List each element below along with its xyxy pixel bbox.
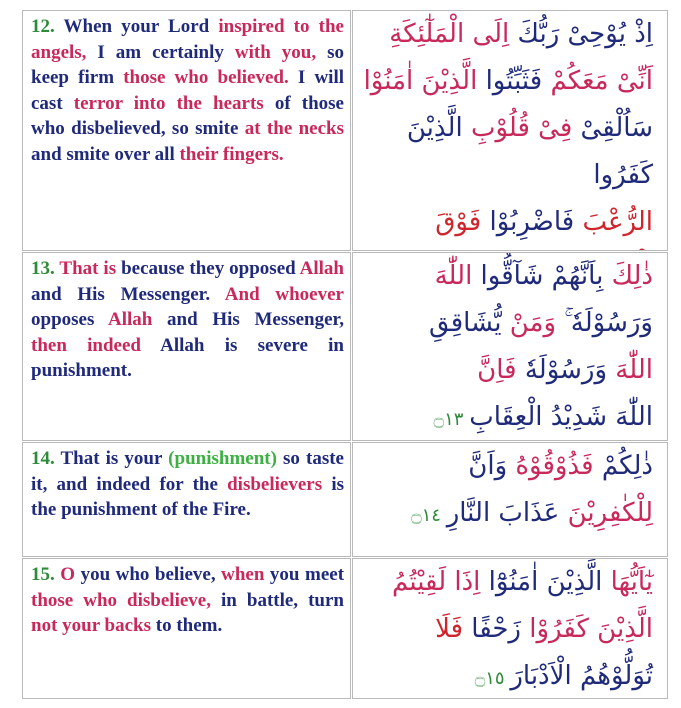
arabic-line [361, 253, 653, 300]
arabic-line [361, 105, 653, 199]
arabic-segment: اِذَا لَقِيْتُمُ [392, 567, 481, 597]
arabic-segment: تُوَلُّوْهُمُ الْاَدْبَارَ [510, 661, 653, 691]
english-segment: 15. [31, 564, 61, 585]
arabic-segment: اللّٰهَ [434, 261, 473, 291]
arabic-segment: اللّٰهَ [607, 355, 653, 385]
arabic-segment: اَنِّىْ مَعَكُمْ [542, 66, 653, 96]
english-segment: Allah [107, 309, 168, 331]
english-segment: with you, [234, 41, 328, 63]
arabic-segment: يٰٓاَيُّهَا [602, 567, 653, 597]
english-segment: not your backs [31, 615, 156, 637]
arabic-segment: بِاَنَّهُمْ شَآقُّوا [472, 261, 604, 291]
arabic-segment: الَّذِيْنَ كَفَرُوا [406, 113, 653, 190]
arabic-segment: اِذْ يُوْحِىْ رَبُّكَ [509, 19, 653, 49]
english-segment: you who believe, [80, 564, 222, 585]
arabic-segment: فَاِنَّ [477, 355, 517, 385]
english-segment: and smite over all [31, 143, 180, 165]
english-segment: Allah is severe in punishment. [31, 334, 344, 382]
english-segment: because they opposed [121, 258, 300, 279]
arabic-line [361, 653, 653, 699]
english-segment: to them. [155, 615, 223, 637]
english-segment: their fingers. [179, 143, 284, 165]
english-segment: of those who disbelieved, so smite [31, 92, 344, 140]
english-segment: disbelievers [227, 473, 332, 495]
arabic-line [361, 490, 653, 539]
arabic-line [361, 559, 653, 606]
verse-13-arabic [352, 252, 668, 441]
arabic-line [361, 199, 653, 251]
english-segment: I am certainly [97, 41, 235, 63]
english-segment: I will cast [31, 67, 345, 114]
arabic-segment: ذٰلِكُمْ [593, 451, 653, 481]
english-segment: 13. [31, 258, 60, 279]
english-segment: 14. [31, 448, 61, 469]
english-segment: Allah [299, 258, 344, 279]
arabic-segment: لِلْكٰفِرِيْنَ [559, 498, 653, 528]
arabic-segment: اللّٰهَ شَدِيْدُ الْعِقَابِ [469, 402, 653, 432]
verse-12-english [22, 10, 351, 251]
arabic-segment: فِىْ قُلُوْبِ [462, 113, 573, 143]
english-segment: when [221, 564, 270, 585]
verse-12-arabic [352, 10, 668, 251]
arabic-segment: فَلَا [435, 614, 464, 644]
arabic-segment: وَاَنَّ [468, 451, 508, 481]
english-segment: And whoever [224, 283, 344, 305]
verse-15-english [22, 558, 351, 699]
arabic-segment: سَاُلْقِىْ [572, 113, 653, 143]
english-segment: (punishment) [168, 448, 284, 469]
english-segment: you meet [269, 564, 345, 585]
arabic-segment: فَاضْرِبُوْا [481, 207, 575, 237]
verse-end-marker: ۝١٥ [474, 668, 511, 689]
arabic-line [361, 606, 653, 653]
arabic-line [361, 443, 653, 490]
english-segment: That is your [60, 448, 169, 469]
arabic-segment: اِلَى الْمَلٰٓئِكَةِ [389, 19, 510, 49]
arabic-segment: فَثَبِّتُوا [477, 66, 543, 96]
arabic-segment: فَذُوْقُوْهُ [507, 451, 594, 481]
arabic-segment: عَذَابَ النَّارِ [446, 498, 560, 528]
english-segment: those who believed. [123, 67, 298, 89]
english-segment: When your Lord [63, 16, 219, 37]
verse-table [22, 10, 669, 700]
arabic-segment: يُّشَاقِقِ [429, 308, 502, 338]
arabic-segment: ذٰلِكَ [603, 261, 653, 291]
english-segment: at the necks [244, 118, 344, 140]
english-segment: inspired to the angels, [31, 16, 344, 63]
arabic-line [361, 58, 653, 105]
english-segment: so taste it, and indeed for the [31, 448, 344, 495]
arabic-line [361, 347, 653, 394]
english-segment: terror into the hearts [73, 92, 275, 114]
arabic-line [361, 394, 653, 441]
english-segment: O [60, 564, 81, 585]
arabic-segment: وَرَسُوْلَهٗ [516, 355, 608, 385]
english-segment: in battle, turn [221, 589, 344, 611]
english-segment: then indeed [31, 334, 161, 356]
arabic-segment: زَحْفًا [463, 614, 521, 644]
arabic-line [361, 300, 653, 347]
english-segment: opposes [31, 309, 108, 331]
english-segment: That is [59, 258, 122, 279]
verse-14-arabic [352, 442, 668, 557]
arabic-segment: وَمَنْ [501, 308, 557, 338]
verse-14-english [22, 442, 351, 557]
arabic-segment: وَرَسُوْلَهٗ ۚ [556, 308, 653, 338]
english-segment: 12. [31, 16, 64, 37]
arabic-segment: الرُّعْبَ [574, 207, 653, 237]
arabic-segment: الَّذِيْنَ كَفَرُوْا [520, 614, 653, 644]
verse-13-english [22, 252, 351, 441]
arabic-segment: فَوْقَ [435, 207, 482, 237]
verse-end-marker: ۝١٣ [433, 409, 470, 430]
english-segment: so keep firm [31, 41, 344, 89]
english-segment: and His Messenger. [31, 283, 225, 305]
verse-end-marker: ۝١٤ [411, 505, 447, 526]
arabic-segment: الَّذِيْنَ اٰمَنُوْا [363, 66, 478, 96]
arabic-segment: الَّذِيْنَ اٰمَنُوْٓا [480, 567, 603, 597]
english-segment: and His Messenger, [167, 309, 344, 331]
english-segment: those who disbelieve, [31, 589, 221, 611]
arabic-line [361, 11, 653, 58]
verse-15-arabic [352, 558, 668, 699]
english-segment: is the punishment of the Fire. [31, 473, 344, 521]
